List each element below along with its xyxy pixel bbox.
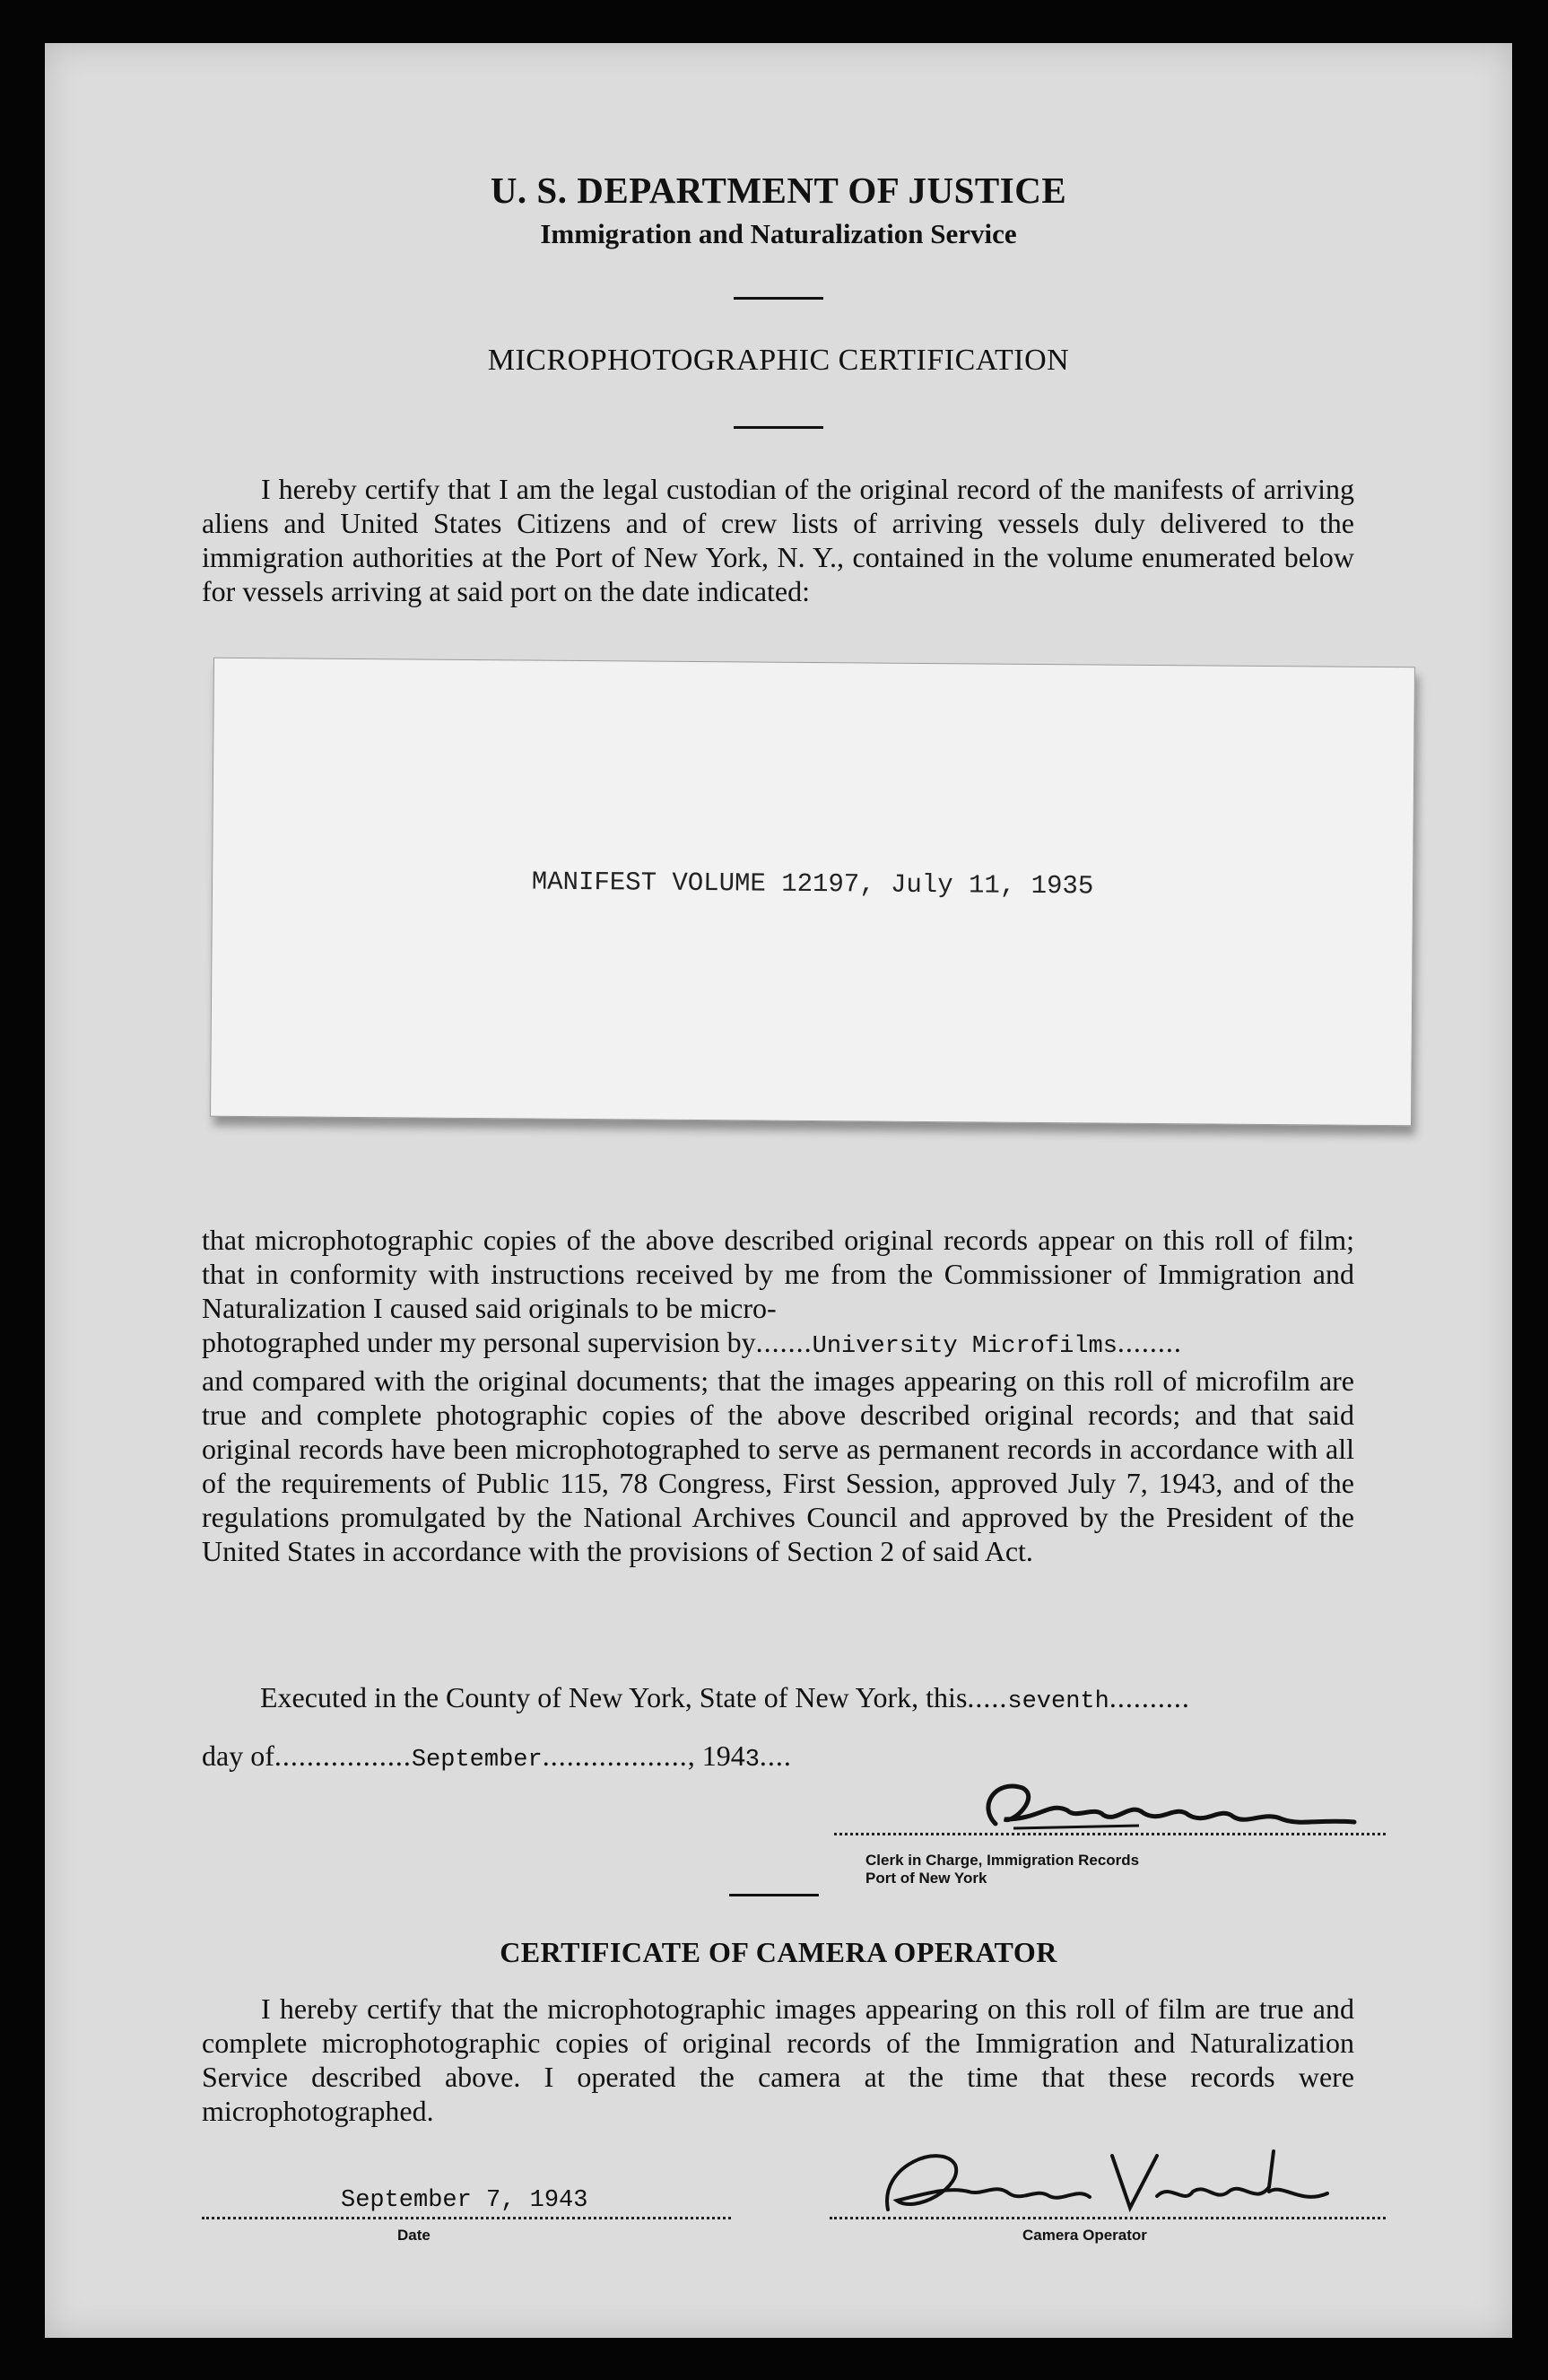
supervision-label: photographed under my personal supervision by xyxy=(202,1326,756,1358)
camera-operator-label: Camera Operator xyxy=(1022,2227,1147,2244)
supervisor-name: University Microfilms xyxy=(812,1333,1118,1360)
operator-date-value: September 7, 1943 xyxy=(341,2187,588,2214)
volume-slip-text: MANIFEST VOLUME 12197, July 11, 1935 xyxy=(531,867,1094,902)
body-paragraph xyxy=(202,1223,1354,1568)
clerk-title: Clerk in Charge, Immigration Records Port of New York xyxy=(865,1852,1140,1887)
divider xyxy=(734,426,823,429)
date-label: Date xyxy=(397,2227,430,2244)
service-subheading: Immigration and Naturalization Service xyxy=(540,218,1017,249)
date-line: day of.................September.................., 1943.... xyxy=(202,1739,792,1774)
department-heading: U. S. DEPARTMENT OF JUSTICE xyxy=(490,170,1067,211)
divider xyxy=(734,297,823,300)
executed-line: Executed in the County of New York, State of New York, this.....seventh.......... xyxy=(260,1681,1190,1715)
day-value: seventh xyxy=(1007,1688,1109,1715)
certification-title: MICROPHOTOGRAPHIC CERTIFICATION xyxy=(487,344,1070,377)
month-value: September xyxy=(411,1747,543,1774)
volume-slip xyxy=(210,658,1415,1127)
body-line-1: that microphotographic copies of the above described original records appear on this roll of film; that in conformity with instructions received by me from the Commissioner of Immigration and Naturalization I caused said originals to be micro- xyxy=(202,1224,1354,1324)
certificate-page xyxy=(45,43,1512,2338)
intro-paragraph: I hereby certify that I am the legal custodian of the original record of the manifests of arriving aliens and United States Citizens and of crew lists of arriving vessels duly delivered to the immigration authorities at the Port of New York, N. Y., contained in the volume enumerated below for vessels arriving at said port on the date indicated: xyxy=(202,473,1354,607)
supervision-line: photographed under my personal supervision by.......University Microfilms........ xyxy=(202,1326,1182,1360)
operator-paragraph: I hereby certify that the microphotographic images appearing on this roll of film are true and complete microphotographic copies of original records of the Immigration and Naturalization Service described above. I operated the camera at the time that these records were microphotographed. xyxy=(202,1992,1354,2127)
date-signature-line xyxy=(202,2217,731,2219)
clerk-signature-icon xyxy=(960,1770,1372,1842)
divider xyxy=(729,1894,819,1896)
operator-certificate-title: CERTIFICATE OF CAMERA OPERATOR xyxy=(500,1936,1057,1968)
body-rest: and compared with the original documents; that the images appearing on this roll of microfilm are true and complete photographic copies of the above described original records; and that said original records have been microphotographed to serve as permanent records in accordance with all of the requirements of Public 115, 78 Congress, First Session, approved July 7, 1943, and of the regulations promulgated by the National Archives Council and approved by the President of the United States in accordance with the provisions of Section 2 of said Act. xyxy=(202,1364,1354,1567)
operator-signature-icon xyxy=(861,2138,1345,2223)
year-digit: 3 xyxy=(744,1747,760,1774)
